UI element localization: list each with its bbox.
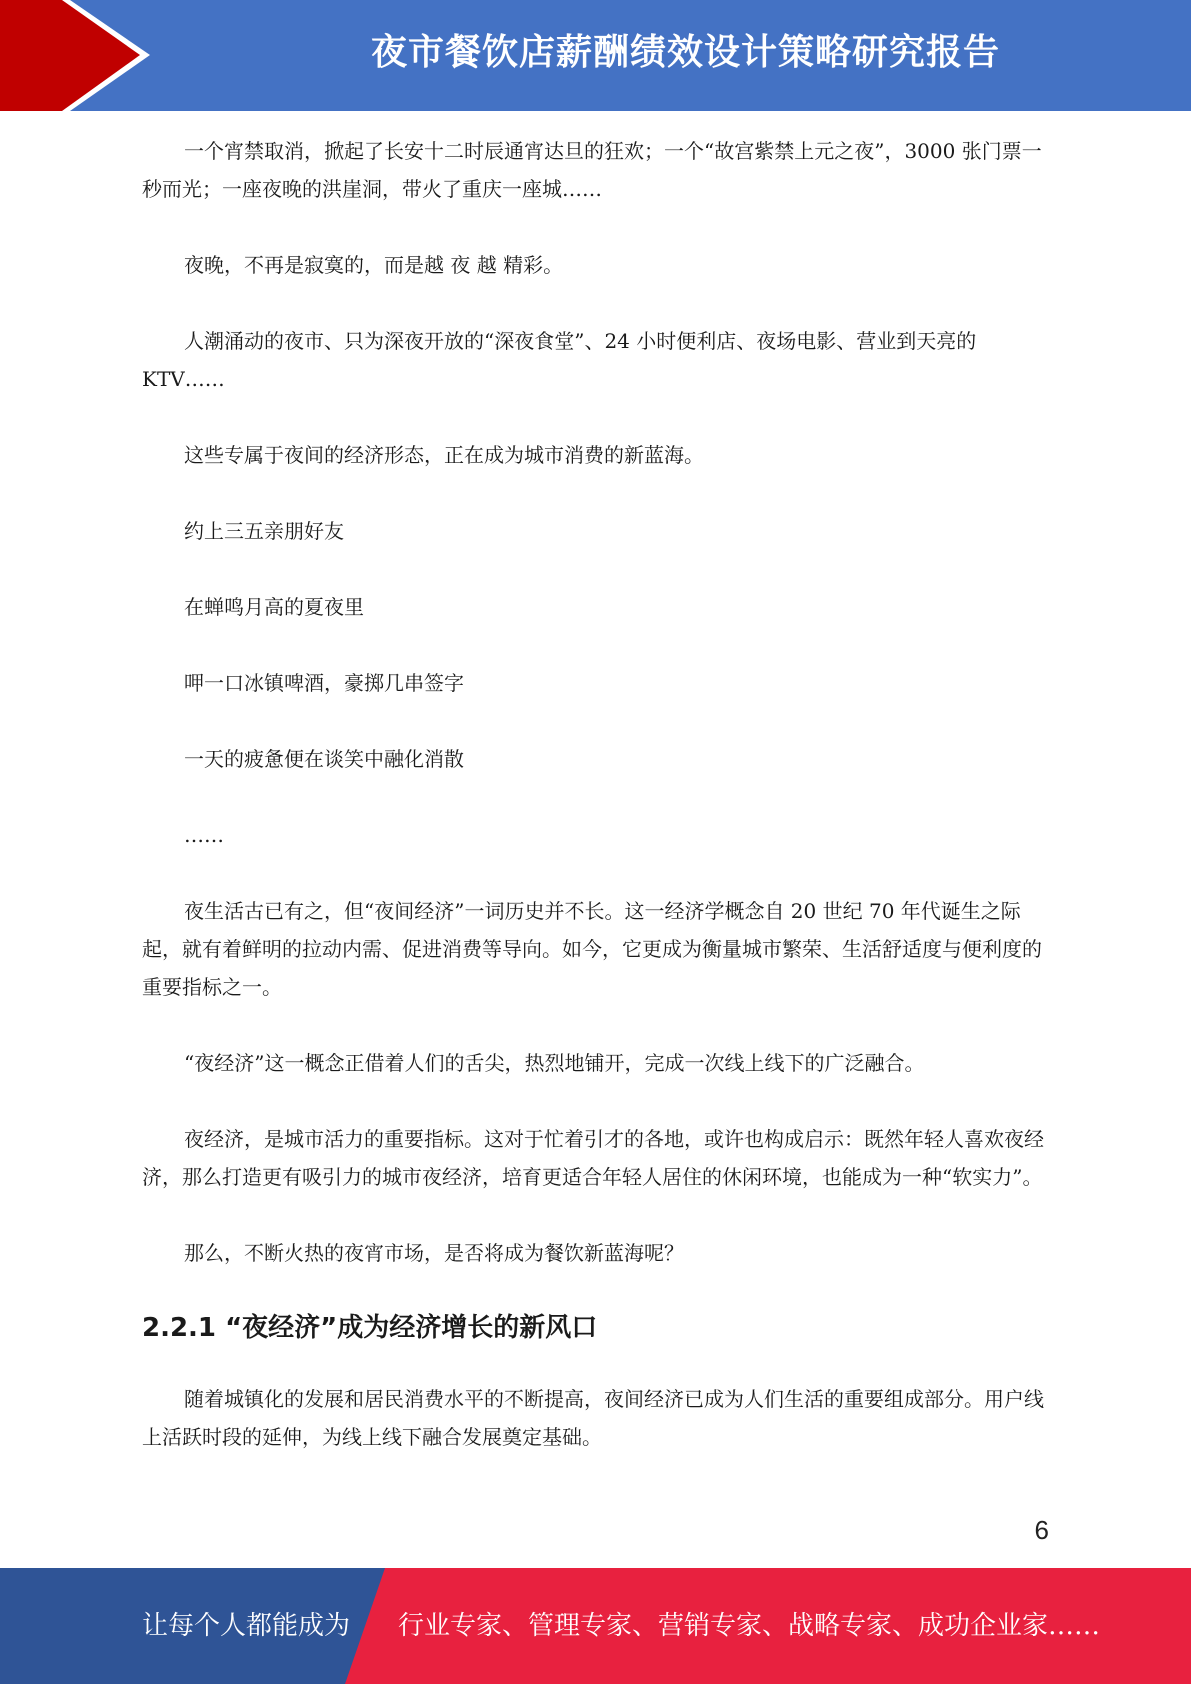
paragraph: 呷一口冰镇啤酒，豪掷几串签字 xyxy=(184,671,464,695)
paragraph: 约上三五亲朋好友 xyxy=(184,519,344,543)
paragraph: 这些专属于夜间的经济形态，正在成为城市消费的新蓝海。 xyxy=(184,443,704,467)
paragraph: 夜经济，是城市活力的重要指标。这对于忙着引才的各地，或许也构成启示：既然年轻人喜欢夜经济，那么打造更有吸引力的城市夜经济，培育更适合年轻人居住的休闲环境，也能成为一种“软实力”。 xyxy=(142,1127,1044,1189)
paragraph: 夜晚，不再是寂寞的，而是越 夜 越 精彩。 xyxy=(184,253,564,277)
section-paragraph: 随着城镇化的发展和居民消费水平的不断提高，夜间经济已成为人们生活的重要组成部分。用户线上活跃时段的延伸，为线上线下融合发展奠定基础。 xyxy=(142,1387,1044,1449)
paragraph: 人潮涌动的夜市、只为深夜开放的“深夜食堂”、24 小时便利店、夜场电影、营业到天亮的KTV…… xyxy=(142,329,977,391)
document-body xyxy=(142,132,1047,1494)
paragraph: 夜生活古已有之，但“夜间经济”一词历史并不长。这一经济学概念自 20 世纪 70 年代诞生之际起，就有着鲜明的拉动内需、促进消费等导向。如今，它更成为衡量城市繁荣、生活舒适度与便利度的重要指标之一。 xyxy=(142,899,1042,999)
paragraph: 一个宵禁取消，掀起了长安十二时辰通宵达旦的狂欢；一个“故宫紫禁上元之夜”，3000 张门票一秒而光；一座夜晚的洪崖洞，带火了重庆一座城…… xyxy=(142,139,1042,201)
page-header xyxy=(0,0,1191,111)
paragraph: 在蝉鸣月高的夏夜里 xyxy=(184,595,364,619)
page-footer xyxy=(0,1568,1191,1684)
footer-slogan-right: 行业专家、管理专家、营销专家、战略专家、成功企业家…… xyxy=(398,1611,1101,1641)
paragraph: …… xyxy=(184,823,224,847)
footer-slogan-left: 让每个人都能成为 xyxy=(142,1611,351,1641)
report-title: 夜市餐饮店薪酬绩效设计策略研究报告 xyxy=(370,32,1000,73)
paragraph: 那么，不断火热的夜宵市场，是否将成为餐饮新蓝海呢？ xyxy=(184,1241,684,1265)
page-number: 6 xyxy=(1034,1515,1049,1545)
paragraph: 一天的疲惫便在谈笑中融化消散 xyxy=(184,747,464,771)
paragraph: “夜经济”这一概念正借着人们的舌尖，热烈地铺开，完成一次线上线下的广泛融合。 xyxy=(184,1051,925,1075)
section-heading: 2.2.1 “夜经济”成为经济增长的新风口 xyxy=(142,1313,598,1343)
